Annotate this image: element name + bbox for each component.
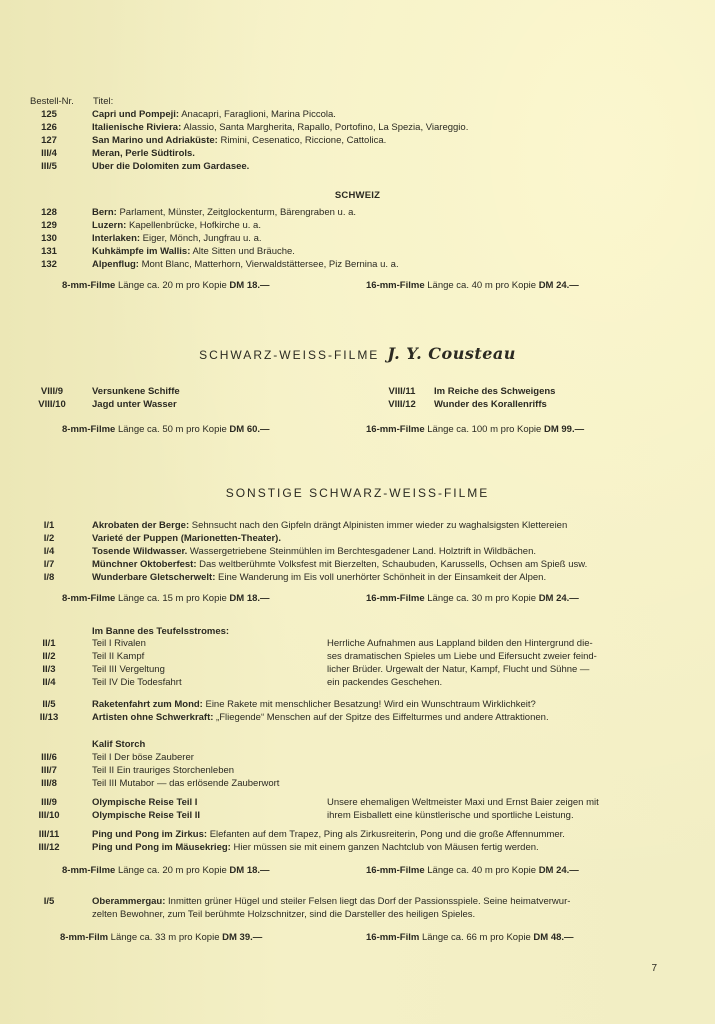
price-line-8mm: 8-mm-Filme Länge ca. 15 m pro Kopie DM 18.— <box>62 593 270 604</box>
page-number: 7 <box>651 963 657 974</box>
item-desc: Eiger, Mönch, Jungfrau u. a. <box>140 233 262 244</box>
item-title: Im Reiche des Schweigens <box>434 386 556 397</box>
item-title: Teil II Kampf <box>92 651 145 662</box>
order-number: III/8 <box>41 778 57 789</box>
order-number: I/5 <box>43 896 55 907</box>
order-number: VIII/9 <box>40 386 64 397</box>
order-number: II/13 <box>39 712 59 723</box>
order-number: III/10 <box>38 810 60 821</box>
order-number: 129 <box>41 220 57 231</box>
item-title: Teil III Vergeltung <box>92 664 165 675</box>
price-line-16mm: 16-mm-Filme Länge ca. 40 m pro Kopie DM 24.— <box>366 280 579 291</box>
desc-line: ses dramatischen Spieles um Liebe und Eifersucht zweier feind- <box>327 651 597 662</box>
item-title: Meran, Perle Südtirols. <box>92 148 195 159</box>
item-title: Ping und Pong im Mäusekrieg: <box>92 842 231 853</box>
item-title: Bern: <box>92 207 117 218</box>
price-line-16mm: 16-mm-Filme Länge ca. 30 m pro Kopie DM 24.— <box>366 593 579 604</box>
order-number: III/9 <box>41 797 57 808</box>
item-title: Italienische Riviera: <box>92 122 182 133</box>
order-number: III/6 <box>41 752 57 763</box>
item-title: Olympische Reise Teil I <box>92 797 198 808</box>
order-number: II/4 <box>42 677 56 688</box>
item-desc: Anacapri, Faraglioni, Marina Piccola. <box>179 109 336 120</box>
heading-text: SONSTIGE SCHWARZ-WEISS-FILME <box>225 486 490 500</box>
order-number: VIII/11 <box>388 386 416 397</box>
order-number: 127 <box>41 135 57 146</box>
item-title: Alpenflug: <box>92 259 139 270</box>
item-desc: Das weltberühmte Volksfest mit Bierzelten, Schaubuden, Karussells, Ochsen am Spieß usw. <box>196 559 588 570</box>
price-line-16mm: 16-mm-Film Länge ca. 66 m pro Kopie DM 48.— <box>366 932 574 943</box>
order-number: III/4 <box>41 148 57 159</box>
section-heading-schweiz: SCHWEIZ <box>334 190 381 201</box>
item-desc: Kapellenbrücke, Hofkirche u. a. <box>126 220 261 231</box>
item-desc: Sehnsucht nach den Gipfeln drängt Alpinisten immer wieder zu waghalsigsten Klettereien <box>189 520 568 531</box>
item-title: Luzern: <box>92 220 127 231</box>
item-desc: Wassergetriebene Steinmühlen im Berchtesgadener Land. Holztrift in Wildbächen. <box>187 546 536 557</box>
order-number: I/2 <box>43 533 55 544</box>
order-number: II/1 <box>42 638 56 649</box>
item-desc: Parlament, Münster, Zeitglockenturm, Bärengraben u. a. <box>116 207 357 218</box>
item-title: Teil III Mutabor — das erlösende Zauberwort <box>92 778 280 789</box>
item-title: Ping und Pong im Zirkus: <box>92 829 208 840</box>
order-number: 132 <box>41 259 57 270</box>
item-desc: „Fliegende“ Menschen auf der Spitze des Eiffelturmes und andere Attraktionen. <box>213 712 549 723</box>
order-number: 125 <box>41 109 57 120</box>
item-desc: Mont Blanc, Matterhorn, Vierwaldstättersee, Piz Bernina u. a. <box>138 259 399 270</box>
order-number: 126 <box>41 122 57 133</box>
order-number: 128 <box>41 207 57 218</box>
item-title: Münchner Oktoberfest: <box>92 559 197 570</box>
item-title: Wunder des Korallenriffs <box>434 399 547 410</box>
item-title: Versunkene Schiffe <box>92 386 180 397</box>
item-title: Jagd unter Wasser <box>92 399 177 410</box>
column-header <box>30 96 430 110</box>
series-heading: Im Banne des Teufelsstromes: <box>92 626 230 637</box>
item-title: Akrobaten der Berge: <box>92 520 190 531</box>
series-heading: Kalif Storch <box>92 739 146 750</box>
order-number: 130 <box>41 233 57 244</box>
heading-text: SCHWARZ-WEISS-FILME <box>199 348 380 362</box>
item-title: Raketenfahrt zum Mond: <box>92 699 203 710</box>
order-number: I/8 <box>43 572 55 583</box>
desc-line: Unsere ehemaligen Weltmeister Maxi und Ernst Baier zeigen mit <box>327 797 599 808</box>
price-line-8mm: 8-mm-Film Länge ca. 33 m pro Kopie DM 39.— <box>60 932 263 943</box>
order-number: 131 <box>41 246 57 257</box>
item-title: Teil I Der böse Zauberer <box>92 752 194 763</box>
price-line-16mm: 16-mm-Filme Länge ca. 100 m pro Kopie DM 99.— <box>366 424 585 435</box>
item-desc-continued: zelten Bewohner, zum Teil berühmte Holzschnitzer, sind die Darsteller des heiligen Spieles. <box>92 909 476 920</box>
order-number: III/5 <box>41 161 57 172</box>
item-title: Varieté der Puppen (Marionetten-Theater). <box>92 533 281 544</box>
order-number: III/11 <box>38 829 60 840</box>
item-title: Teil II Ein trauriges Storchenleben <box>92 765 235 776</box>
item-title: San Marino und Adriaküste: <box>92 135 218 146</box>
price-line-8mm: 8-mm-Filme Länge ca. 50 m pro Kopie DM 60.— <box>62 424 270 435</box>
item-title: Tosende Wildwasser. <box>92 546 188 557</box>
desc-line: licher Brüder. Urgewalt der Natur, Kampf, Flucht und Sühne — <box>327 664 590 675</box>
item-desc: Rimini, Cesenatico, Riccione, Cattolica. <box>217 135 387 146</box>
desc-line: ein packendes Geschehen. <box>327 677 443 688</box>
cousteau-signature: J. Y. Cousteau <box>387 344 516 363</box>
price-line-8mm: 8-mm-Filme Länge ca. 20 m pro Kopie DM 18.— <box>62 280 270 291</box>
order-number: VIII/10 <box>38 399 66 410</box>
order-number-label: Bestell-Nr. <box>30 96 74 107</box>
item-title: Artisten ohne Schwerkraft: <box>92 712 214 723</box>
title-label: Titel: <box>93 96 114 107</box>
item-desc: Eine Rakete mit menschlicher Besatzung! Wird ein Wunschtraum Wirklichkeit? <box>202 699 536 710</box>
order-number: III/12 <box>38 842 60 853</box>
order-number: I/7 <box>43 559 55 570</box>
order-number: II/2 <box>42 651 56 662</box>
item-title: Teil I Rivalen <box>92 638 146 649</box>
item-title: Kuhkämpfe im Wallis: <box>92 246 191 257</box>
order-number: III/7 <box>41 765 57 776</box>
item-title: Oberammergau: <box>92 896 166 907</box>
order-number: II/5 <box>42 699 56 710</box>
desc-line: ihrem Eisballett eine künstlerische und sportliche Leistung. <box>327 810 574 821</box>
item-desc: Alte Sitten und Bräuche. <box>190 246 295 257</box>
item-title: Interlaken: <box>92 233 141 244</box>
section-heading-cousteau <box>0 344 715 365</box>
item-title: Uber die Dolomiten zum Gardasee. <box>92 161 250 172</box>
item-title: Olympische Reise Teil II <box>92 810 201 821</box>
item-desc: Inmitten grüner Hügel und steiler Felsen liegt das Dorf der Passionsspiele. Seine heimatverwur- <box>165 896 571 907</box>
section-heading-sonstige <box>0 486 715 502</box>
item-desc: Eine Wanderung im Eis voll unerhörter Schönheit in der Einsamkeit der Alpen. <box>215 572 547 583</box>
item-title: Capri und Pompeji: <box>92 109 180 120</box>
item-title: Wunderbare Gletscherwelt: <box>92 572 216 583</box>
item-desc: Hier müssen sie mit einem ganzen Nachtclub von Mäusen fertig werden. <box>230 842 539 853</box>
order-number: I/1 <box>43 520 55 531</box>
order-number: VIII/12 <box>388 399 416 410</box>
item-title: Teil IV Die Todesfahrt <box>92 677 182 688</box>
desc-line: Herrliche Aufnahmen aus Lappland bilden den Hintergrund die- <box>327 638 593 649</box>
item-desc: Alassio, Santa Margherita, Rapallo, Portofino, La Spezia, Viareggio. <box>181 122 469 133</box>
order-number: II/3 <box>42 664 56 675</box>
order-number: I/4 <box>43 546 55 557</box>
item-desc: Elefanten auf dem Trapez, Ping als Zirkusreiterin, Pong und die große Affennummer. <box>207 829 565 840</box>
price-line-16mm: 16-mm-Filme Länge ca. 40 m pro Kopie DM 24.— <box>366 865 579 876</box>
price-line-8mm: 8-mm-Filme Länge ca. 20 m pro Kopie DM 18.— <box>62 865 270 876</box>
